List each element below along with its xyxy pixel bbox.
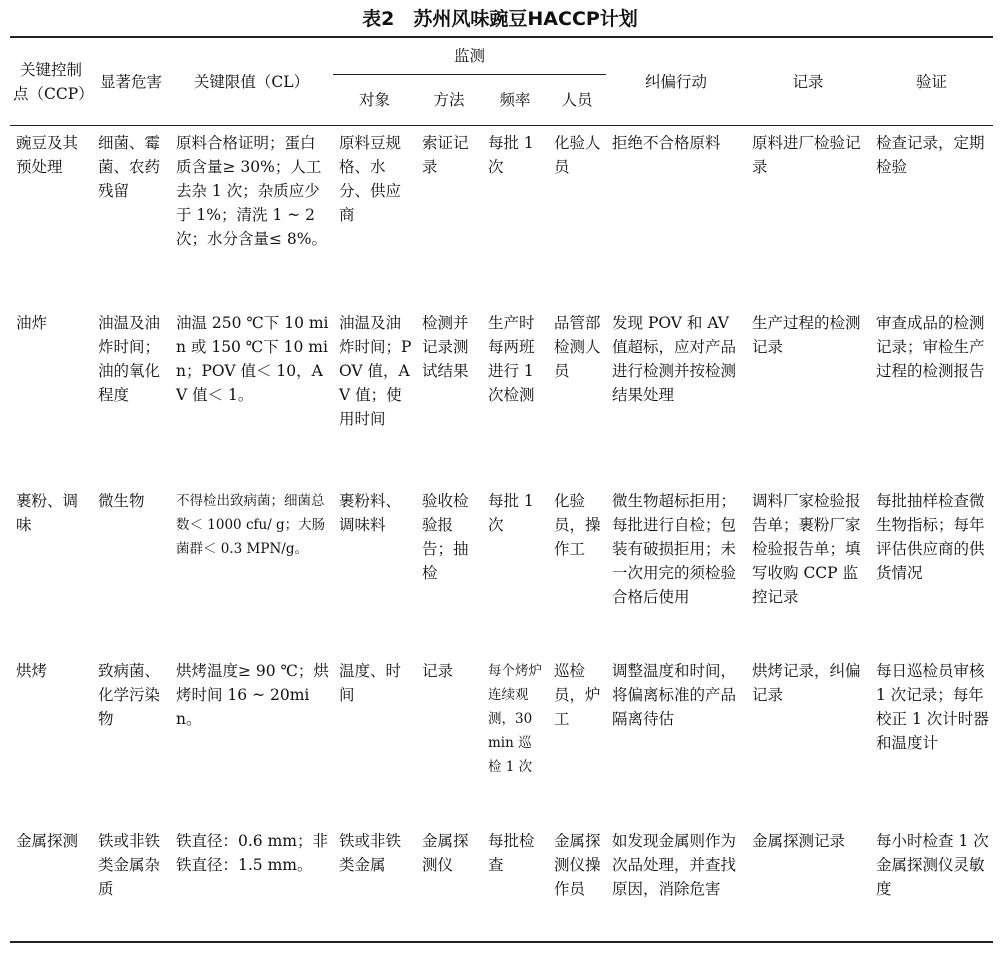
cell-person: 巡检员，炉工 xyxy=(554,661,601,728)
cell-corrective: 调整温度和时间，将偏离标准的产品隔离待估 xyxy=(612,661,737,728)
cell-verify: 审查成品的检测记录；审检生产过程的检测报告 xyxy=(876,313,985,380)
cell-ccp: 豌豆及其预处理 xyxy=(16,134,79,176)
cell-hazard: 微生物 xyxy=(98,491,145,510)
cell-person: 化验员，操作工 xyxy=(554,491,601,558)
cell-object: 油温及油炸时间；POV 值，AV 值；使用时间 xyxy=(339,313,412,428)
cell-verify: 检查记录，定期检验 xyxy=(876,134,985,176)
table-header xyxy=(10,37,993,126)
cell-frequency: 每批 1 次 xyxy=(488,491,534,534)
cell-object: 原料豆规格、水分、供应商 xyxy=(339,134,402,224)
cell-record: 烘烤记录，纠偏记录 xyxy=(752,661,861,704)
header-ccp: 关键控制点（CCP） xyxy=(13,60,94,103)
cell-corrective: 如发现金属则作为次品处理，并查找原因，消除危害 xyxy=(612,831,737,898)
cell-frequency: 每批检查 xyxy=(488,831,535,874)
cell-cl: 不得检出致病菌；细菌总数＜ 1000 cfu/ g；大肠菌群＜ 0.3 MPN/g。 xyxy=(176,492,326,557)
cell-hazard: 油温及油炸时间；油的氧化程度 xyxy=(98,313,161,404)
header-record: 记录 xyxy=(792,72,824,91)
cell-cl: 油温 250 ℃下 10 min 或 150 ℃下 10 min；POV 值＜ 10，AV 值＜ 1。 xyxy=(176,313,329,404)
cell-cl: 烘烤温度≥ 90 ℃；烘烤时间 16 ~ 20min。 xyxy=(176,661,329,728)
header-monitor: 监测 xyxy=(333,37,606,75)
table-body xyxy=(10,126,993,942)
header-cl: 关键限值（CL） xyxy=(193,72,310,91)
header-verify: 验证 xyxy=(916,72,948,91)
cell-frequency: 每个烤炉连续观测，30 min 巡检 1 次 xyxy=(488,662,542,775)
cell-object: 裹粉料、调味料 xyxy=(339,491,402,534)
cell-verify: 每批抽样检查微生物指标；每年评估供应商的供货情况 xyxy=(876,491,985,582)
table-title: 表2 苏州风味豌豆HACCP计划 xyxy=(362,8,638,30)
header-hazard: 显著危害 xyxy=(99,72,162,91)
cell-ccp: 烘烤 xyxy=(16,661,48,680)
cell-ccp: 裹粉、调味 xyxy=(16,491,79,534)
header-corrective: 纠偏行动 xyxy=(645,72,708,91)
cell-object: 温度、时间 xyxy=(339,661,402,704)
cell-method: 索证记录 xyxy=(422,134,469,176)
cell-frequency: 生产时每两班进行 1 次检测 xyxy=(488,313,535,404)
cell-method: 金属探测仪 xyxy=(422,831,469,874)
cell-person: 品管部检测人员 xyxy=(554,313,601,380)
cell-hazard: 细菌、霉菌、农药残留 xyxy=(98,134,161,200)
table-row xyxy=(10,654,993,824)
cell-ccp: 金属探测 xyxy=(16,831,79,850)
cell-record: 金属探测记录 xyxy=(752,831,846,850)
header-frequency: 频率 xyxy=(499,91,531,109)
cell-record: 原料进厂检验记录 xyxy=(752,134,861,176)
table-row xyxy=(10,824,993,942)
cell-record: 调料厂家检验报告单；裹粉厂家检验报告单；填写收购 CCP 监控记录 xyxy=(752,491,861,606)
header-person: 人员 xyxy=(561,91,593,109)
cell-verify: 每日巡检员审核 1 次记录；每年校正 1 次计时器和温度计 xyxy=(876,661,989,752)
table-row xyxy=(10,126,993,306)
cell-corrective: 拒绝不合格原料 xyxy=(612,134,721,152)
cell-method: 记录 xyxy=(422,661,454,680)
header-object: 对象 xyxy=(358,91,390,109)
cell-record: 生产过程的检测记录 xyxy=(752,313,861,356)
table-row xyxy=(10,306,993,484)
cell-cl: 铁直径：0.6 mm；非铁直径：1.5 mm。 xyxy=(176,831,328,874)
cell-corrective: 微生物超标拒用；每批进行自检；包装有破损拒用；未一次用完的须检验合格后使用 xyxy=(612,491,737,606)
cell-ccp: 油炸 xyxy=(16,313,48,332)
cell-object: 铁或非铁类金属 xyxy=(339,831,402,874)
cell-verify: 每小时检查 1 次金属探测仪灵敏度 xyxy=(876,831,989,898)
cell-corrective: 发现 POV 和 AV 值超标，应对产品进行检测并按检测结果处理 xyxy=(612,313,737,404)
cell-person: 金属探测仪操作员 xyxy=(554,831,601,898)
cell-person: 化验人员 xyxy=(554,134,601,176)
cell-hazard: 铁或非铁类金属杂质 xyxy=(98,831,161,898)
cell-method: 验收检验报告；抽检 xyxy=(422,491,469,582)
cell-cl: 原料合格证明；蛋白质含量≥ 30%；人工去杂 1 次；杂质应少于 1%；清洗 1 ~ 2 次；水分含量≤ 8%。 xyxy=(176,134,328,248)
table-row xyxy=(10,484,993,654)
cell-hazard: 致病菌、化学污染物 xyxy=(98,661,161,728)
cell-method: 检测并记录测试结果 xyxy=(422,313,469,380)
cell-frequency: 每批 1 次 xyxy=(488,134,534,176)
haccp-table xyxy=(10,36,993,943)
header-method: 方法 xyxy=(433,91,465,109)
